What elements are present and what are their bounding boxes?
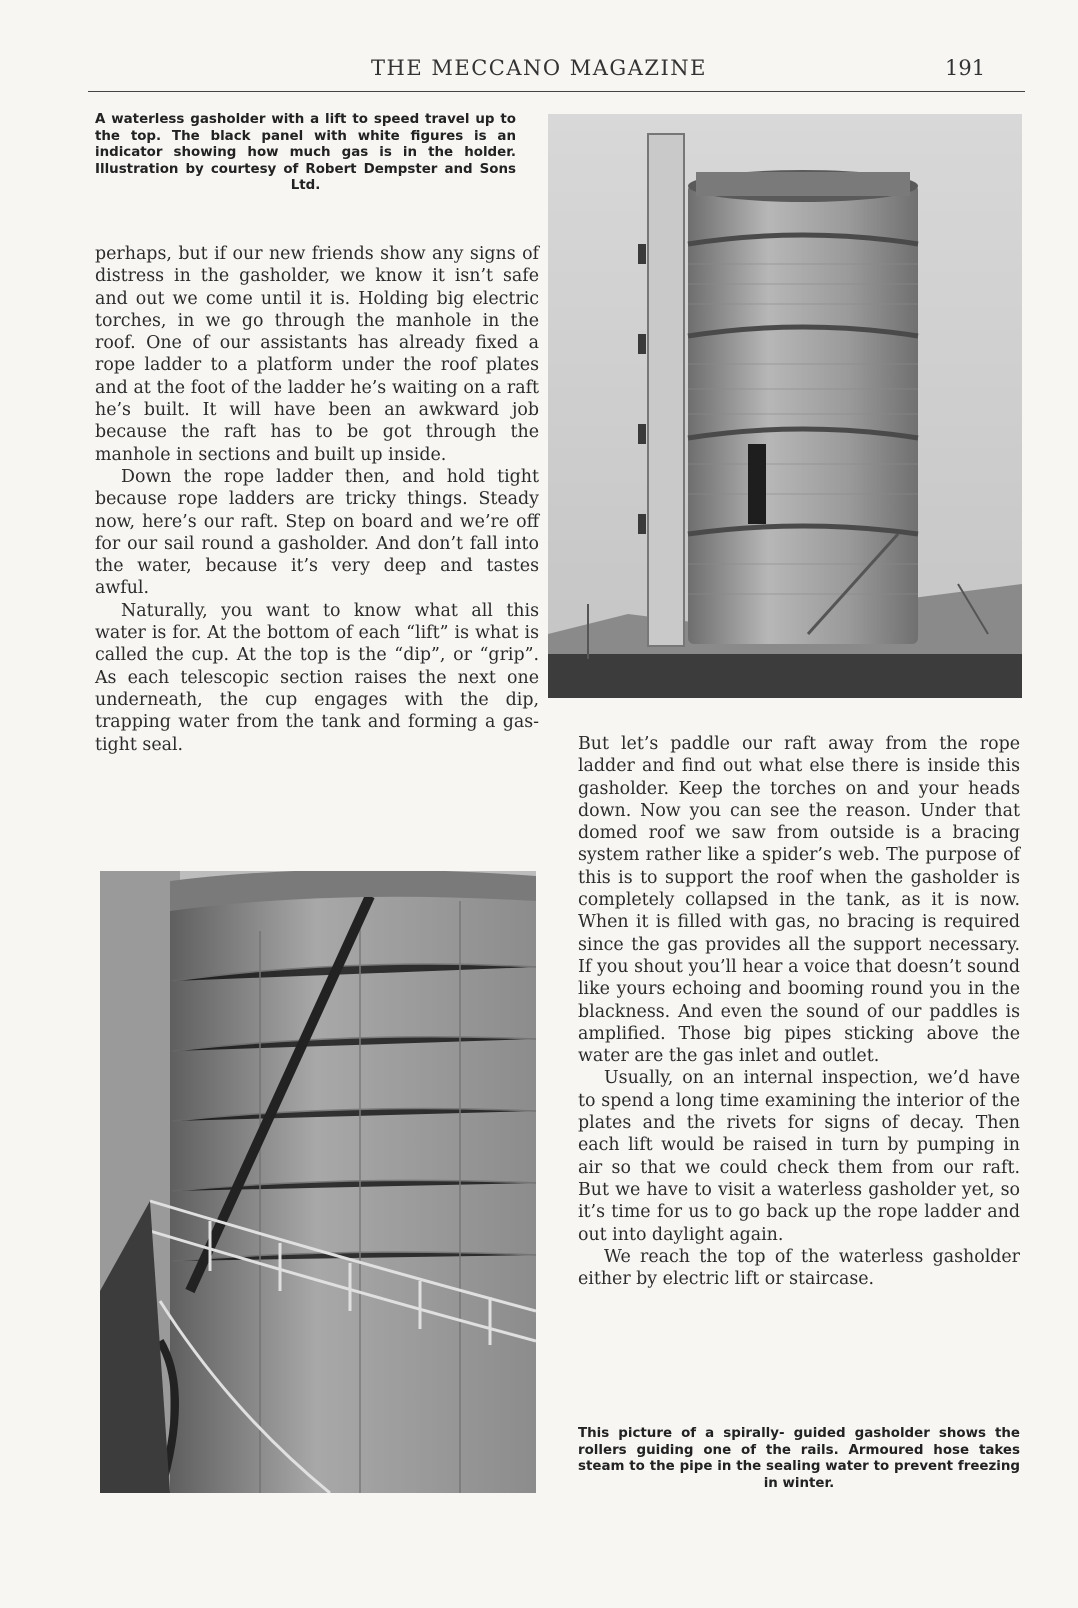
paragraph: Usually, on an internal inspection, we’d have to spend a long time examining the interior of the plates and the rivets for signs of decay. Then each lift would be raised in turn by pumping in air so that we could check them from our raft. But we have to visit a waterless gasholder yet, so it’s time for us to go back up the rope ladder and out into daylight again. (578, 1068, 1020, 1245)
paragraph: Down the rope ladder then, and hold tight because rope ladders are tricky things. Steady now, here’s our raft. Step on board and we’re off for our sail round a gasholder. And don’t fall into the water, because it’s very deep and tastes awful. (95, 466, 539, 599)
photo-caption-bottom: This picture of a spirally- guided gasholder shows the rollers guiding one of the rails. Armoured hose takes steam to the pipe in the sealing water to prevent freezing in winter. (578, 1426, 1020, 1491)
photo-caption-top: A waterless gasholder with a lift to speed travel up to the top. The black panel with white figures is an indicator showing how much gas is in the holder. Illustration by courtesy of Robert Dempster and Sons Ltd. (95, 112, 516, 193)
paragraph: Naturally, you want to know what all this water is for. At the bottom of each “lift” is what is called the cup. At the top is the “dip”, or “grip”. As each telescopic section raises the next one underneath, the cup engages with the dip, trapping water from the tank and forming a gas-tight seal. (95, 600, 539, 755)
left-text-column (95, 243, 539, 756)
paragraph: But let’s paddle our raft away from the rope ladder and find out what else there is inside this gasholder. Keep the torches on and your heads down. Now you can see the reason. Under that domed roof we saw from outside is a bracing system rather like a spider’s web. The purpose of this is to support the roof when the gasholder is completely collapsed in the tank, as it is now. When it is filled with gas, no bracing is required since the gas provides all the support necessary. If you shout you’ll hear a voice that doesn’t sound like yours echoing and booming round you in the blackness. And even the sound of our paddles is amplified. Those big pipes sticking above the water are the gas inlet and outlet. (578, 734, 1020, 1067)
paragraph: We reach the top of the waterless gasholder either by electric lift or staircase. (578, 1246, 1020, 1290)
header-rule (88, 91, 1025, 92)
paragraph: perhaps, but if our new friends show any signs of distress in the gasholder, we know it isn’t safe and out we come until it is. Holding big electric torches, in we go through the manhole in the roof. One of our assistants has already fixed a rope ladder to a platform under the roof plates and at the foot of the ladder he’s waiting on a raft he’s built. It will have been an awkward job because the raft has to be got through the manhole in sections and built up inside. (95, 244, 539, 465)
right-text-column (578, 733, 1020, 1290)
magazine-title: THE MECCANO MAGAZINE (371, 56, 707, 80)
waterless-gasholder-photo (548, 114, 1022, 698)
spirally-guided-gasholder-photo (100, 871, 536, 1493)
page-number: 191 (945, 56, 986, 80)
